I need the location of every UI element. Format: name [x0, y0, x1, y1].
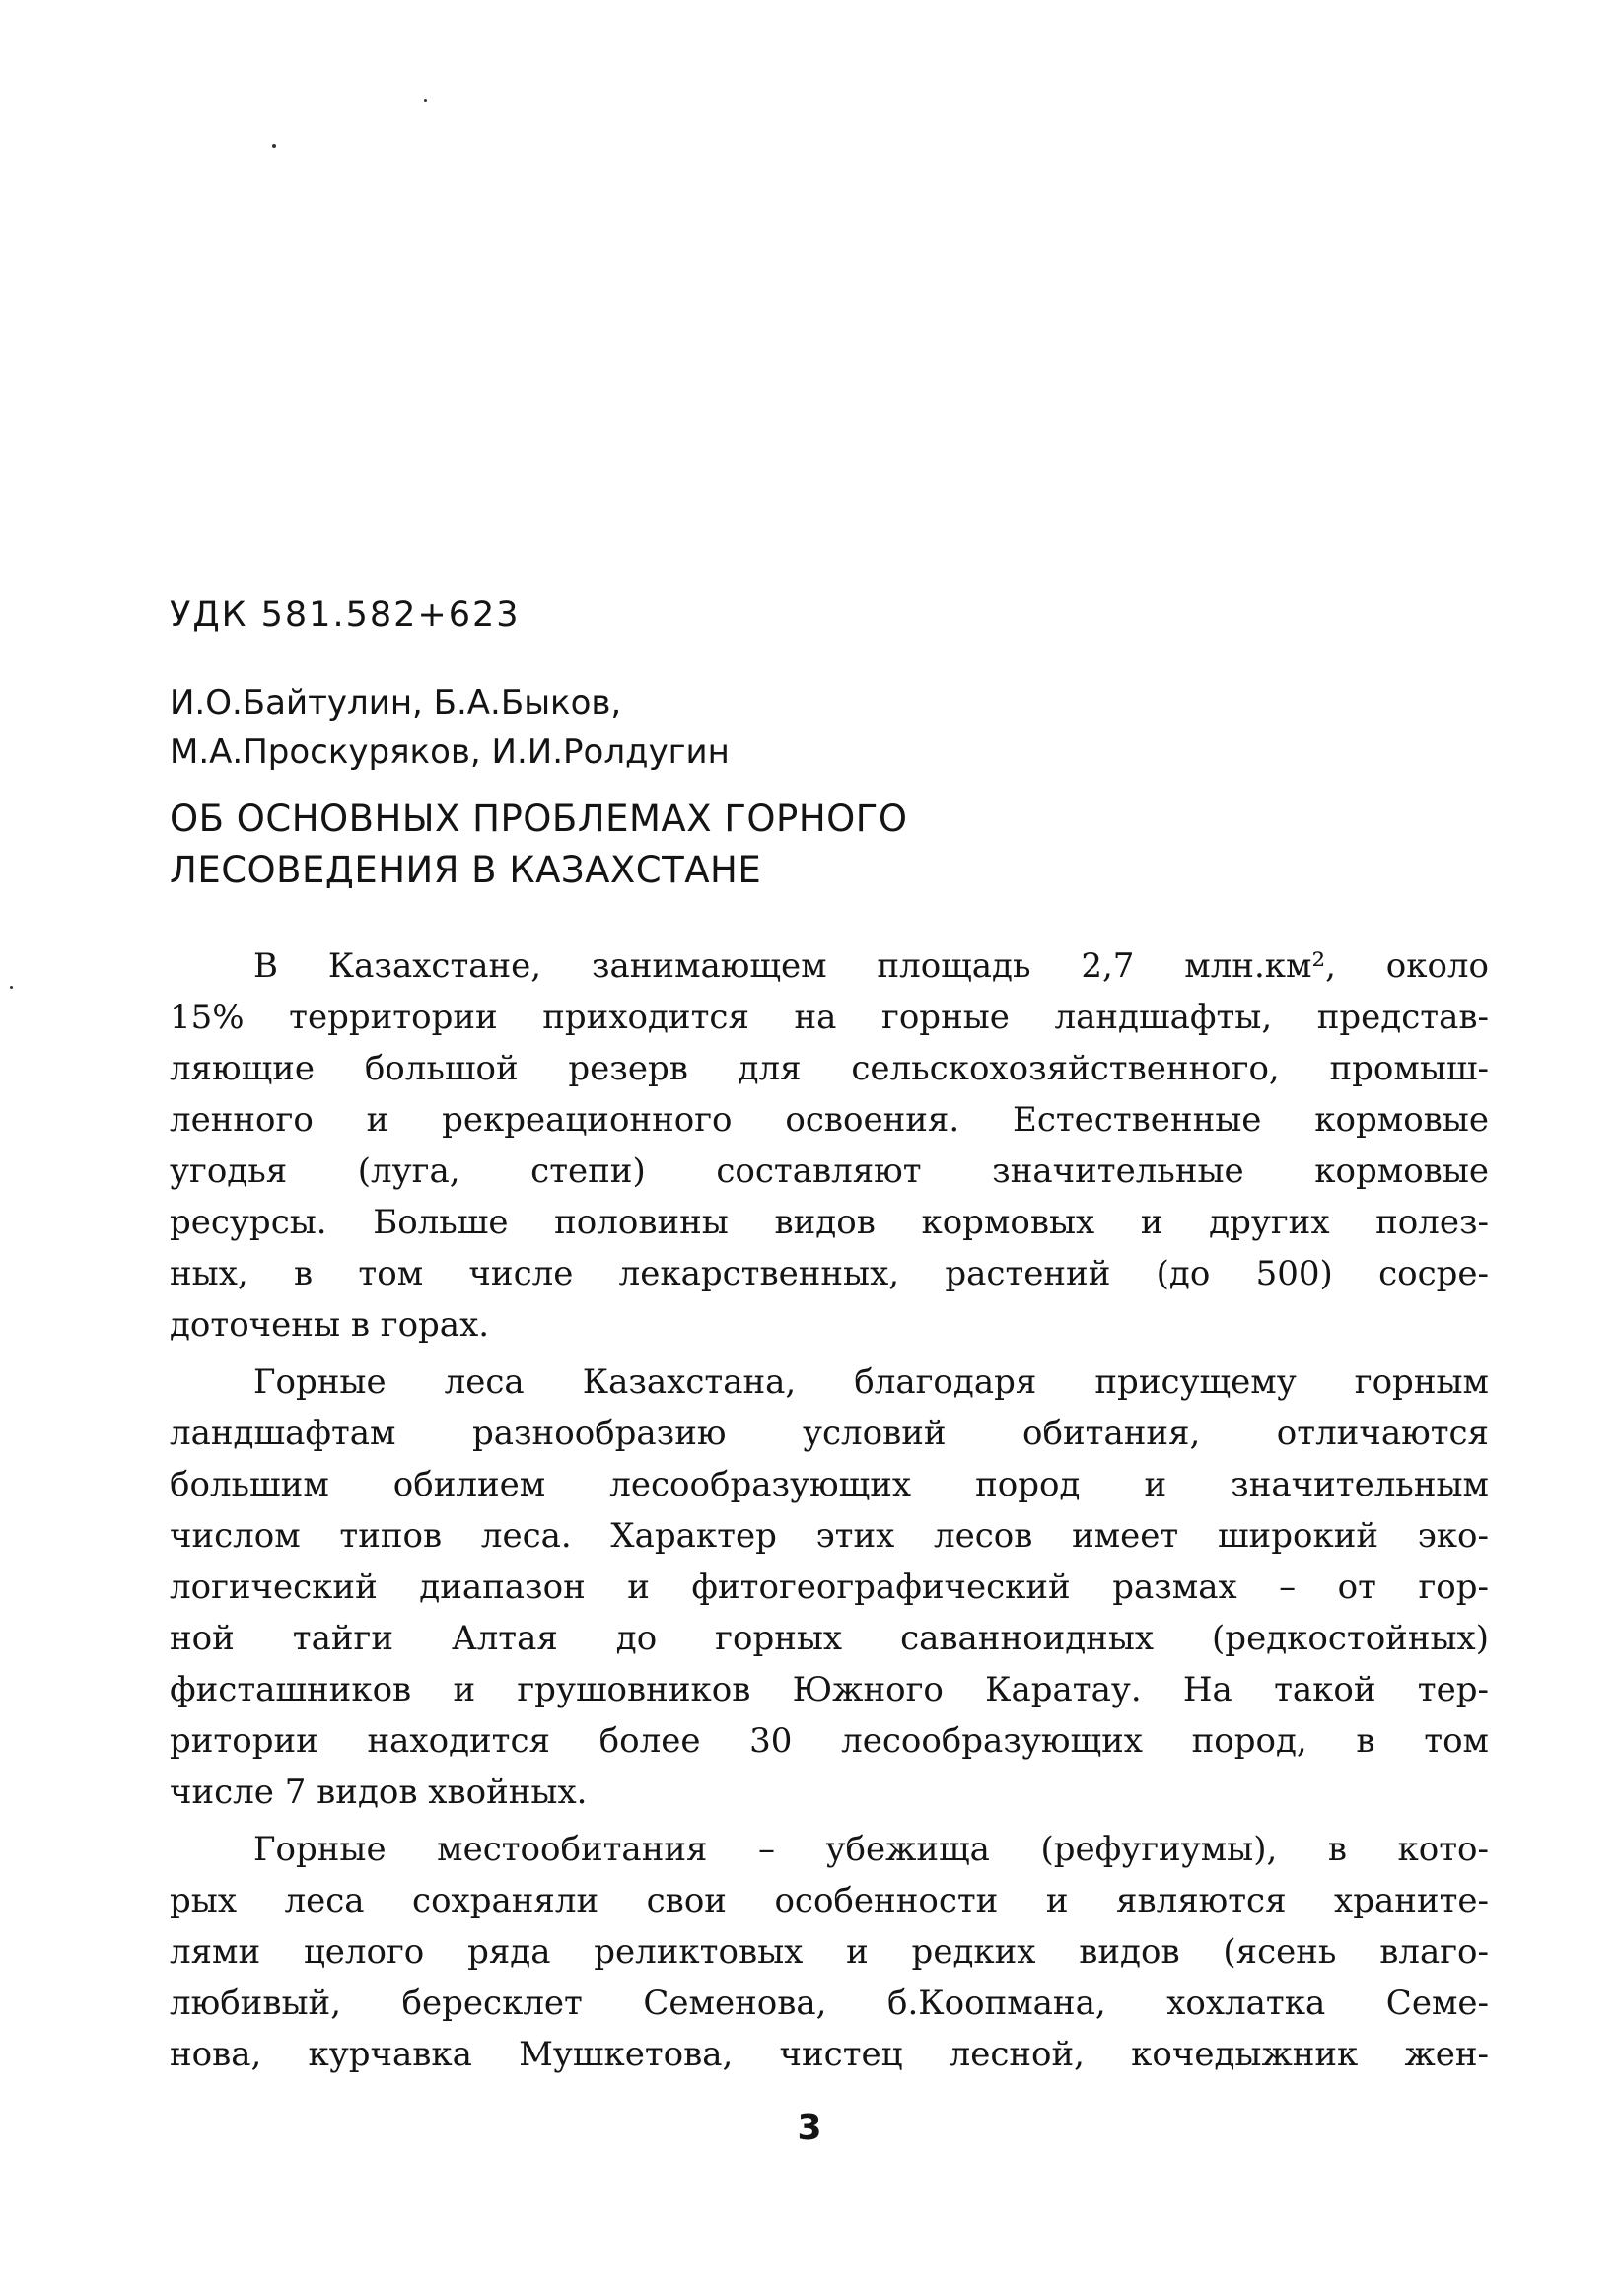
text-line: фисташников и грушовников Южного Каратау. На такой тер-	[170, 1670, 1489, 1709]
text-line: рых леса сохраняли свои особенности и являются храните-	[170, 1881, 1489, 1920]
text-line: ной тайги Алтая до горных саванноидных (редкостойных)	[170, 1619, 1489, 1658]
paragraph	[170, 940, 1489, 1351]
text-line: Горные леса Казахстана, благодаря присущему горным	[253, 1362, 1489, 1402]
text-line: угодья (луга, степи) составляют значительные кормовые	[170, 1151, 1489, 1191]
text-line: 15% территории приходится на горные ландшафты, представ-	[170, 998, 1489, 1037]
text-line: ных, в том числе лекарственных, растений (до 500) сосре-	[170, 1254, 1489, 1293]
title-line: ЛЕСОВЕДЕНИЯ В КАЗАХСТАНЕ	[170, 849, 762, 891]
text-line: лями целого ряда реликтовых и редких видов (ясень влаго-	[170, 1932, 1489, 1972]
scan-speck	[424, 99, 427, 102]
authors-block	[170, 678, 730, 777]
paragraph	[170, 1357, 1489, 1818]
text-line: ляющие большой резерв для сельскохозяйственного, промыш-	[170, 1049, 1489, 1088]
text-line: ленного и рекреационного освоения. Естественные кормовые	[170, 1100, 1489, 1140]
text-line: ритории находится более 30 лесообразующих пород, в том	[170, 1721, 1489, 1761]
text-line: логический диапазон и фитогеографический размах – от гор-	[170, 1567, 1489, 1607]
article-title	[170, 794, 907, 896]
text-line: большим обилием лесообразующих пород и значительным	[170, 1465, 1489, 1504]
title-line: ОБ ОСНОВНЫХ ПРОБЛЕМАХ ГОРНОГО	[170, 798, 908, 840]
text-line: В Казахстане, занимающем площадь 2,7 млн.км², около	[253, 946, 1489, 986]
udk-code: УДК 581.582+623	[170, 595, 521, 635]
authors-line: И.О.Байтулин, Б.А.Быков,	[170, 683, 622, 723]
text-line: ресурсы. Больше половины видов кормовых и других полез-	[170, 1203, 1489, 1242]
scan-speck	[272, 144, 276, 148]
paragraph	[170, 1824, 1489, 2080]
page-number: 3	[797, 2108, 822, 2148]
authors-line: М.А.Проскуряков, И.И.Ролдугин	[170, 732, 730, 772]
scan-speck	[10, 986, 13, 989]
text-line: доточены в горах.	[170, 1305, 490, 1345]
text-line: числе 7 видов хвойных.	[170, 1773, 588, 1812]
text-line: любивый, бересклет Семенова, б.Коопмана, хохлатка Семе-	[170, 1983, 1489, 2023]
text-line: числом типов леса. Характер этих лесов имеет широкий эко-	[170, 1516, 1489, 1556]
text-line: нова, курчавка Мушкетова, чистец лесной, кочедыжник жен-	[170, 2035, 1489, 2074]
article-body	[170, 940, 1489, 2086]
text-line: ландшафтам разнообразию условий обитания, отличаются	[170, 1414, 1489, 1453]
text-line: Горные местообитания – убежища (рефугиумы), в кото-	[253, 1830, 1489, 1869]
